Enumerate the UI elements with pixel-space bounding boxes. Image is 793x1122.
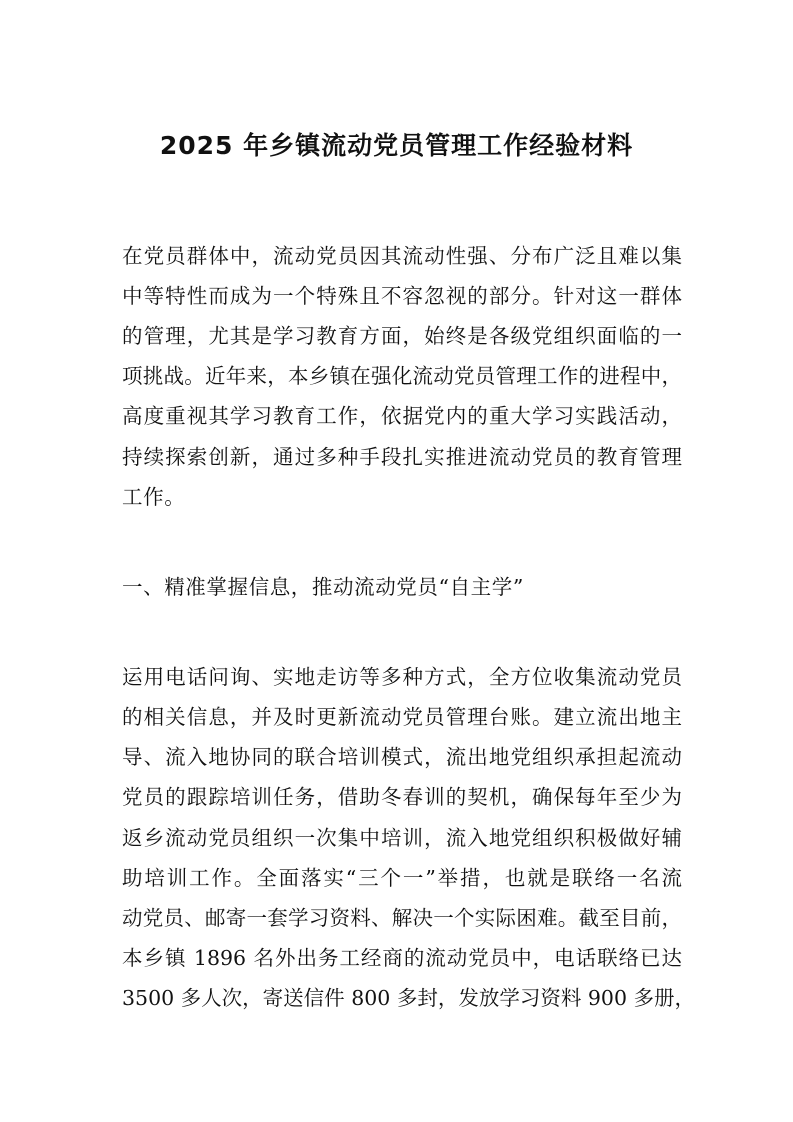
paragraph-1-line-4: 项挑战。近年来，本乡镇在强化流动党员管理工作的进程中， bbox=[122, 364, 682, 388]
paragraph-2-line-7: 动党员、邮寄一套学习资料、解决一个实际困难。截至目前， bbox=[122, 906, 682, 930]
paragraph-2-line-9: 3500 多人次，寄送信件 800 多封，发放学习资料 900 多册， bbox=[122, 986, 696, 1010]
paragraph-2-line-6: 助培训工作。全面落实“三个一”举措，也就是联络一名流 bbox=[122, 866, 682, 890]
paragraph-2-line-2: 的相关信息，并及时更新流动党员管理台账。建立流出地主 bbox=[122, 705, 682, 729]
section-1-heading: 一、精准掌握信息，推动流动党员“自主学” bbox=[122, 575, 524, 599]
paragraph-1-line-2: 中等特性而成为一个特殊且不容忽视的部分。针对这一群体 bbox=[122, 284, 682, 308]
paragraph-2-line-8: 本乡镇 1896 名外出务工经商的流动党员中，电话联络已达 bbox=[122, 946, 682, 970]
document-title: 2025 年乡镇流动党员管理工作经验材料 bbox=[159, 131, 634, 160]
paragraph-2-line-5: 返乡流动党员组织一次集中培训，流入地党组织积极做好辅 bbox=[122, 826, 682, 850]
paragraph-1-line-6: 持续探索创新，通过多种手段扎实推进流动党员的教育管理 bbox=[122, 445, 682, 469]
paragraph-1-line-1: 在党员群体中，流动党员因其流动性强、分布广泛且难以集 bbox=[122, 244, 682, 268]
paragraph-1-line-5: 高度重视其学习教育工作，依据党内的重大学习实践活动， bbox=[122, 404, 682, 428]
paragraph-1-line-7: 工作。 bbox=[122, 485, 186, 509]
paragraph-2-line-1: 运用电话问询、实地走访等多种方式，全方位收集流动党员 bbox=[122, 665, 682, 689]
paragraph-1-line-3: 的管理，尤其是学习教育方面，始终是各级党组织面临的一 bbox=[122, 324, 682, 348]
paragraph-2-line-3: 导、流入地协同的联合培训模式，流出地党组织承担起流动 bbox=[122, 745, 682, 769]
paragraph-2-line-4: 党员的跟踪培训任务，借助冬春训的契机，确保每年至少为 bbox=[122, 785, 682, 809]
